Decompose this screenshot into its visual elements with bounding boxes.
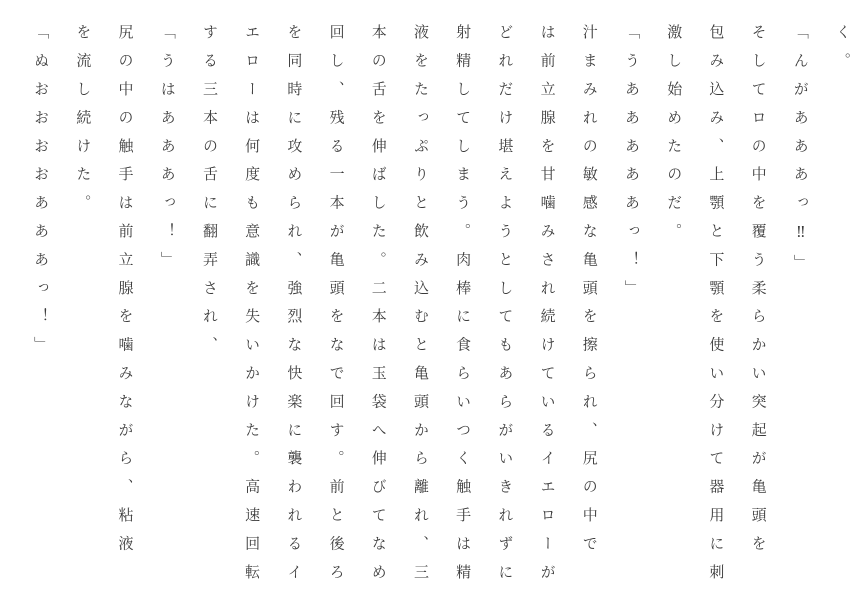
text-column: 激し始めたのだ。	[665, 24, 684, 252]
text-column: 液をたっぷりと飲み込むと亀頭から離れ、三	[411, 24, 430, 592]
text-column: する三本の舌に翻弄され、	[200, 24, 219, 365]
text-column: 包み込み、上顎と下顎を使い分けて器用に刺	[707, 24, 726, 592]
text-column: エローは何度も意識を失いかけた。高速回転	[243, 24, 262, 592]
text-column: 「んがあああっ‼」	[791, 24, 810, 283]
vertical-text-body	[20, 24, 864, 594]
text-column: 「うあああああっ！」	[622, 24, 641, 308]
text-column: く。	[834, 24, 852, 81]
text-column: どれだけ堪えようとしてもあらがいきれずに	[496, 24, 515, 592]
text-column: 汁まみれの敏感な亀頭を擦られ、尻の中で	[580, 24, 599, 564]
text-column: を同時に攻められ、強烈な快楽に襲われるイ	[285, 24, 304, 592]
text-column: を流し続けた。	[74, 24, 93, 223]
text-column: 本の舌を伸ばした。二本は玉袋へ伸びてなめ	[369, 24, 388, 592]
text-column: 回し、残る一本が亀頭をなで回す。前と後ろ	[327, 24, 346, 592]
text-column: 「うはあああっ！」	[158, 24, 177, 280]
text-column: 射精してしまう。肉棒に食らいつく触手は精	[454, 24, 473, 592]
text-column: 尻の中の触手は前立腺を噛みながら、粘液	[116, 24, 135, 564]
text-column: 「ぬおおおおあああっ！」	[32, 24, 51, 365]
text-column: は前立腺を甘噛みされ続けているイエローが	[538, 24, 557, 592]
text-column: そしてロの中を覆う柔らかい突起が亀頭を	[749, 24, 768, 564]
